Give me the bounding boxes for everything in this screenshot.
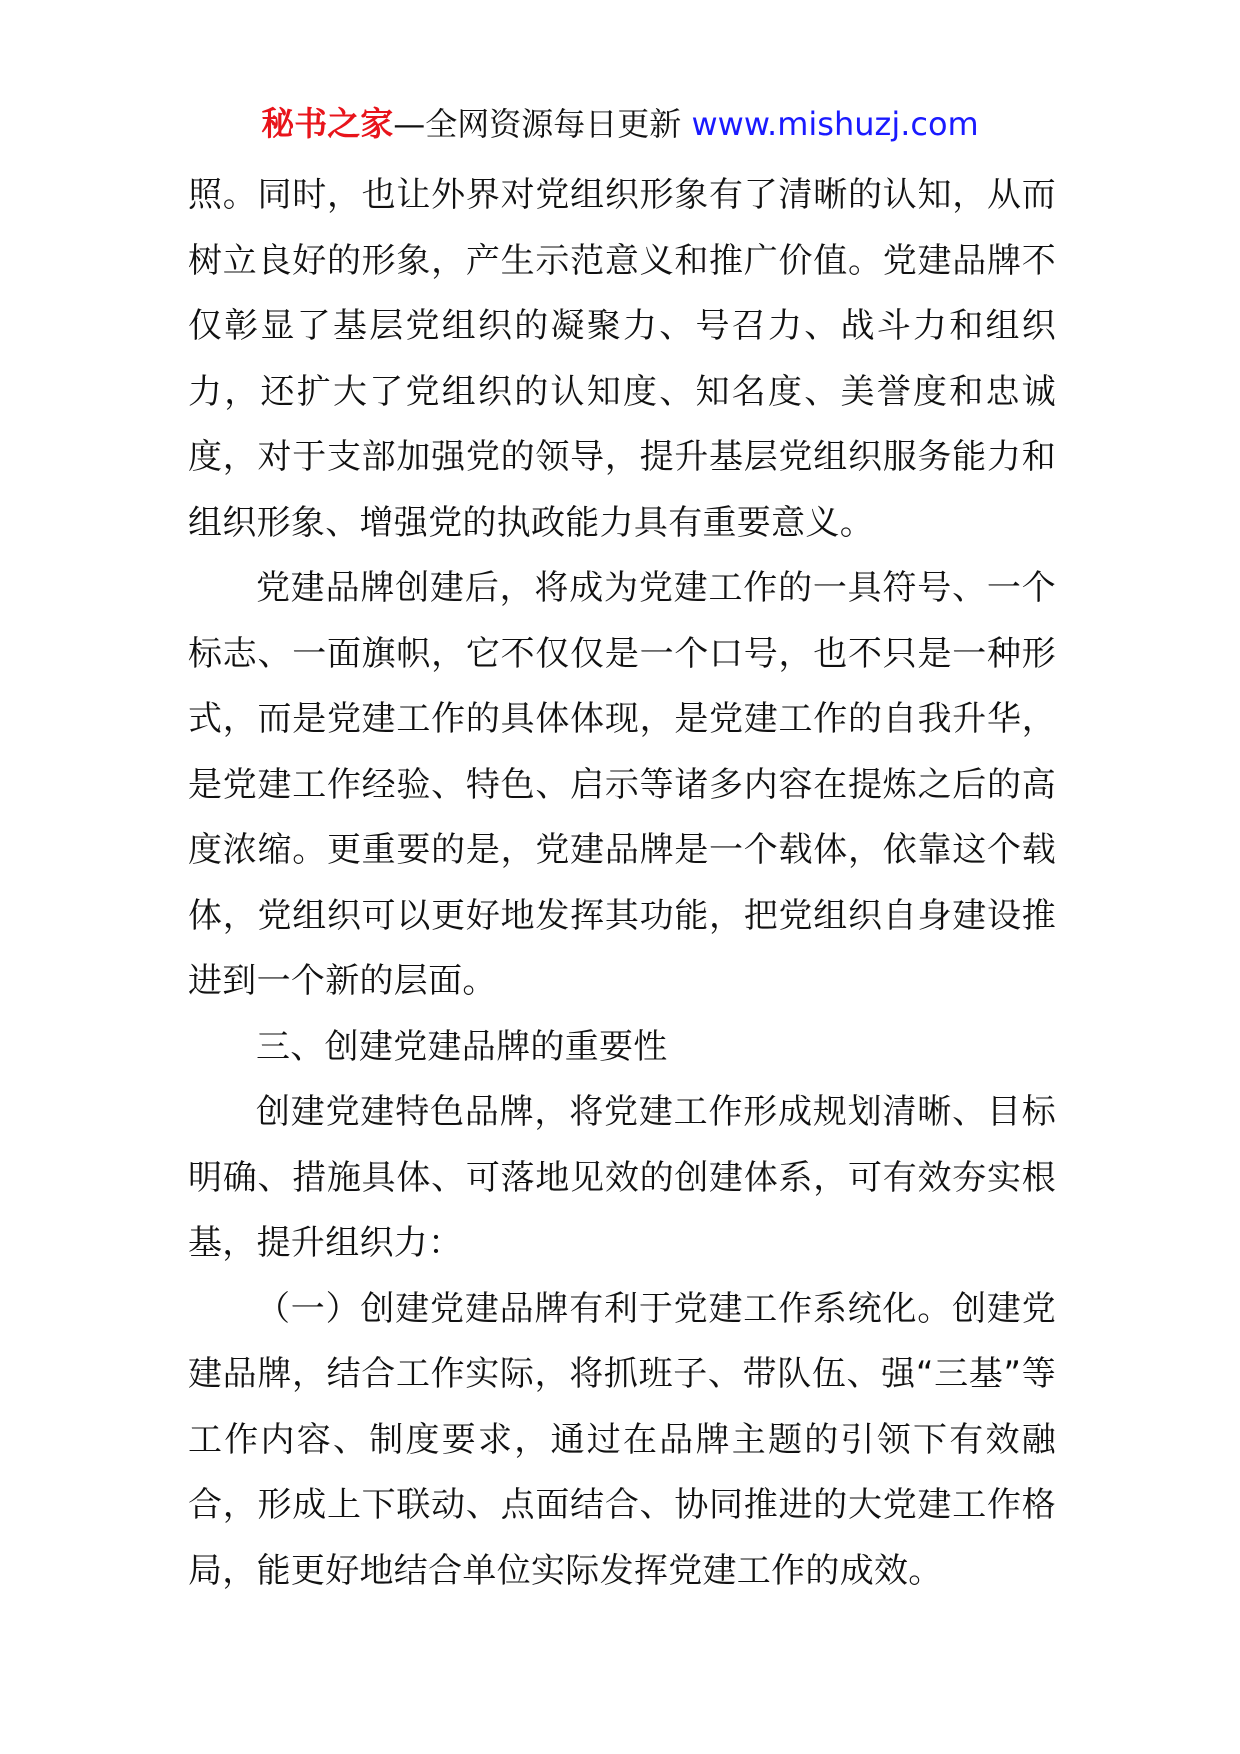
paragraph-point-one: （一）创建党建品牌有利于党建工作系统化。创建党建品牌，结合工作实际，将抓班子、带队伍、强“三基”等工作内容、制度要求，通过在品牌主题的引领下有效融合，形成上下联动、点面结合、协同推进的大党建工作格局，能更好地结合单位实际发挥党建工作的成效。 (188, 1288, 1056, 1591)
site-brand: 秘书之家 (261, 104, 394, 143)
section-heading: 三、创建党建品牌的重要性 (256, 1026, 668, 1067)
paragraph-continuation: 照。同时，也让外界对党组织形象有了清晰的认知，从而树立良好的形象，产生示范意义和推广价值。党建品牌不仅彰显了基层党组织的凝聚力、号召力、战斗力和组织力，还扩大了党组织的认知度、知名度、美誉度和忠诚度，对于支部加强党的领导，提升基层党组织服务能力和组织形象、增强党的执政能力具有重要意义。 (188, 175, 1056, 543)
site-url: www.mishuzj.com (691, 105, 979, 143)
site-tagline: —全网资源每日更新 (393, 105, 692, 143)
document-body (188, 163, 1056, 1604)
watermark-header (0, 100, 1240, 148)
paragraph-brand-symbol: 党建品牌创建后，将成为党建工作的一具符号、一个标志、一面旗帜，它不仅仅是一个口号，也不只是一种形式，而是党建工作的具体体现，是党建工作的自我升华，是党建工作经验、特色、启示等诸多内容在提炼之后的高度浓缩。更重要的是，党建品牌是一个载体，依靠这个载体，党组织可以更好地发挥其功能，把党组织自身建设推进到一个新的层面。 (188, 568, 1056, 1001)
paragraph-importance: 创建党建特色品牌，将党建工作形成规划清晰、目标明确、措施具体、可落地见效的创建体系，可有效夯实根基，提升组织力： (188, 1092, 1056, 1263)
